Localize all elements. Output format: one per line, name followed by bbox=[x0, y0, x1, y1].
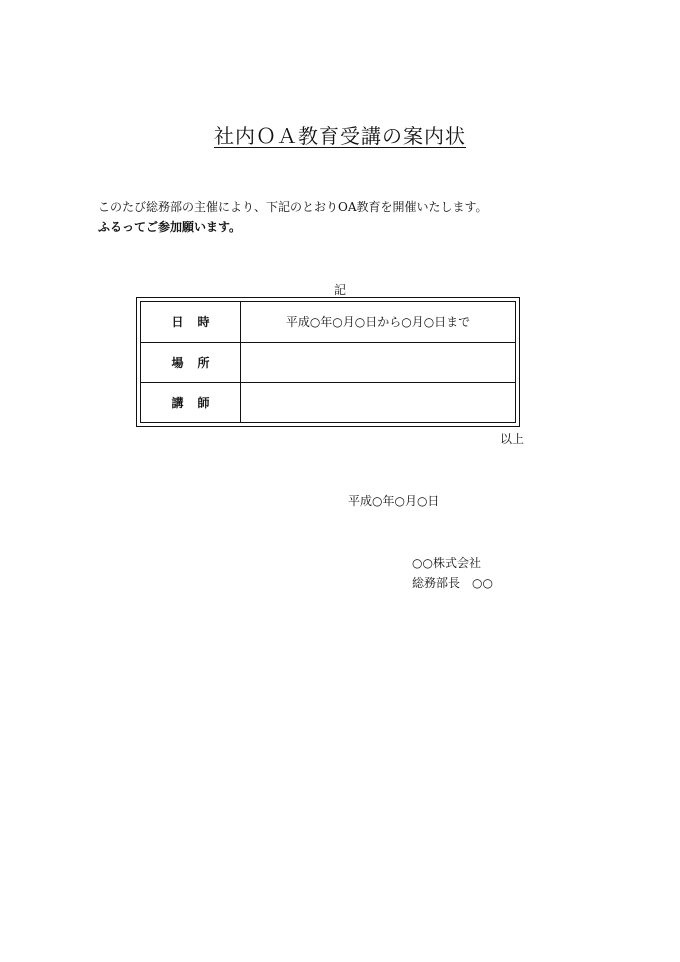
table-value-instructor bbox=[241, 383, 515, 422]
issue-date: 平成○年○月○日 bbox=[348, 494, 440, 508]
table-row-datetime bbox=[141, 302, 515, 342]
table-label-datetime: 日時 bbox=[141, 302, 241, 342]
ki-heading: 記 bbox=[333, 283, 346, 297]
table-value-datetime: 平成○年○月○日から○月○日まで bbox=[285, 315, 471, 330]
document-title-text: 社内ＯＡ教育受講の案内状 bbox=[214, 124, 466, 148]
table-row-instructor bbox=[141, 382, 515, 422]
details-table bbox=[136, 297, 520, 427]
intro-text-line-1: このたび総務部の主催により、下記のとおりOA教育を開催いたします。 bbox=[98, 200, 488, 214]
table-label-instructor: 講師 bbox=[141, 383, 241, 422]
intro-text-line-2: ふるってご参加願います。 bbox=[98, 220, 242, 234]
details-table-inner bbox=[140, 301, 516, 423]
table-value-place bbox=[241, 343, 515, 382]
signer-name: 総務部長 ○○ bbox=[412, 576, 493, 590]
document-title bbox=[0, 120, 680, 149]
ijou-closing: 以上 bbox=[500, 432, 525, 446]
table-row-place bbox=[141, 342, 515, 382]
company-name: ○○株式会社 bbox=[412, 556, 481, 570]
table-label-place: 場所 bbox=[141, 343, 241, 382]
